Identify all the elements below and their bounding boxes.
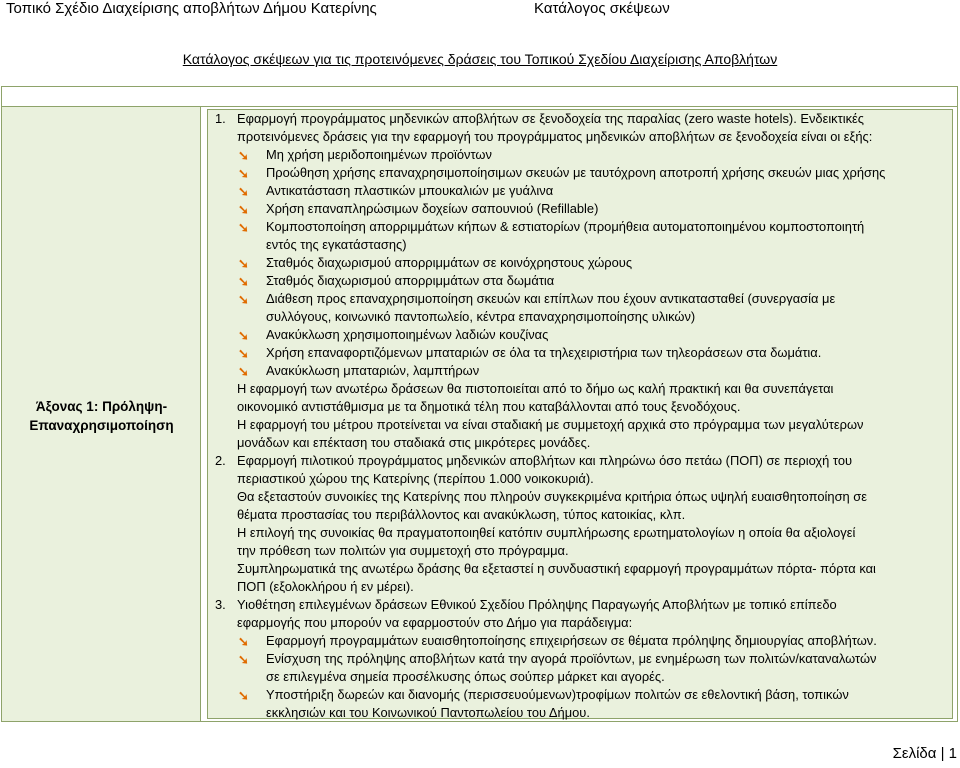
item2-line: Συμπληρωματικά της ανωτέρω δράσης θα εξεταστεί η συνδυαστική εφαρμογή προγραμμάτων πόρτα- πόρτα και	[237, 561, 876, 576]
item1-paragraph-line: οικονομικό αντιστάθμισμα με τα δημοτικά τέλη που καταβάλλονται από τους ξενοδόχους.	[237, 399, 741, 414]
item1-paragraph-line: Η εφαρμογή των ανωτέρω δράσεων θα πιστοποιείται από το δήμο ως καλή πρακτική και θα συνεπάγεται	[237, 381, 834, 396]
list-item: ➘ Διάθεση προς επαναχρησιμοποίηση σκευών και επίπλων που έχουν αντικατασταθεί (συνεργασία με	[238, 291, 836, 307]
list-item: ➘ Ανακύκλωση μπαταριών, λαμπτήρων	[238, 363, 480, 379]
item1-intro-line1: 1. Εφαρμογή προγράμματος μηδενικών αποβλήτων σε ξενοδοχεία της παραλίας (zero waste hotels). Ενδεικτικές	[215, 111, 864, 126]
list-item: ➘ Μη χρήση μεριδοποιημένων προϊόντων	[238, 147, 492, 163]
list-item-continuation: εντός της εγκατάστασης)	[266, 237, 407, 252]
item3-number: 3.	[215, 597, 226, 612]
item2-number: 2.	[215, 453, 226, 468]
arrow-bullet-icon: ➘	[238, 256, 249, 271]
arrow-bullet-icon: ➘	[238, 274, 249, 289]
header-document-title: Τοπικό Σχέδιο Διαχείρισης αποβλήτων Δήμου Κατερίνης	[6, 0, 377, 17]
arrow-bullet-icon: ➘	[238, 148, 249, 163]
header-section-title: Κατάλογος σκέψεων	[534, 0, 670, 17]
list-item: ➘ Προώθηση χρήσης επαναχρησιμοποίησιμων σκευών με ταυτόχρονη αποτροπή χρήσης σκευών μιας χρήσης	[238, 165, 886, 181]
list-item: ➘ Χρήση επαναφορτιζόμενων μπαταριών σε όλα τα τηλεχειριστήρια των τηλεοράσεων στα δωμάτια.	[238, 345, 822, 361]
list-item: ➘ Ανακύκλωση χρησιμοποιημένων λαδιών κουζίνας	[238, 327, 549, 343]
item3-intro-line2: εφαρμογής που μπορούν να εφαρμοστούν στο Δήμο για παράδειγμα:	[237, 615, 633, 630]
item2-line: την πρόθεση των πολιτών για συμμετοχή στο πρόγραμμα.	[237, 543, 569, 558]
arrow-bullet-icon: ➘	[238, 220, 249, 235]
page-number: Σελίδα | 1	[892, 745, 957, 762]
arrow-bullet-icon: ➘	[238, 202, 249, 217]
list-item: ➘ Αντικατάσταση πλαστικών μπουκαλιών με γυάλινα	[238, 183, 554, 199]
item1-paragraph-line: Η εφαρμογή του μέτρου προτείνεται να είναι σταδιακή με συμμετοχή αρχικά στο πρόγραμμα των μεγαλύτερων	[237, 417, 864, 432]
arrow-bullet-icon: ➘	[238, 166, 249, 181]
arrow-bullet-icon: ➘	[238, 346, 249, 361]
axis-label	[2, 397, 201, 435]
list-item-continuation: συλλόγους, κοινωνικό παντοπωλείο, κέντρα επαναχρησιμοποίησης υλικών)	[266, 309, 696, 324]
arrow-bullet-icon: ➘	[238, 652, 249, 667]
list-item: ➘ Υποστήριξη δωρεών και διανομής (περισσευούμενων)τροφίμων πολιτών σε εθελοντική βάση, τοπικών	[238, 687, 849, 703]
item2-line: Θα εξεταστούν συνοικίες της Κατερίνης που πληρούν συγκεκριμένα κριτήρια όπως υψηλή ευαισθητοποίηση σε	[237, 489, 867, 504]
actions-content	[215, 110, 920, 722]
page-subtitle: Κατάλογος σκέψεων για τις προτεινόμενες δράσεις του Τοπικού Σχεδίου Διαχείρισης Αποβλήτων	[182, 51, 778, 67]
item2-line: Η επιλογή της συνοικίας θα πραγματοποιηθεί κατόπιν συμπλήρωσης ερωτηματολογίων η οποία θα αξιολογεί	[237, 525, 856, 540]
axis-cell	[2, 107, 201, 721]
table-header-row	[1, 86, 958, 107]
list-item-continuation: εκκλησιών και του Κοινωνικού Παντοπωλείου του Δήμου.	[266, 705, 590, 720]
list-item: ➘ Χρήση επαναπληρώσιμων δοχείων σαπουνιού (Refillable)	[238, 201, 599, 217]
axis-label-line1: Άξονας 1: Πρόληψη-	[35, 399, 168, 414]
item2-line: 2. Εφαρμογή πιλοτικού προγράμματος μηδενικών αποβλήτων και πληρώνω όσο πετάω (ΠΟΠ) σε περιοχή του	[215, 453, 853, 468]
arrow-bullet-icon: ➘	[238, 292, 249, 307]
arrow-bullet-icon: ➘	[238, 328, 249, 343]
item3-intro-line1: 3. Υιοθέτηση επιλεγμένων δράσεων Εθνικού Σχεδίου Πρόληψης Παραγωγής Αποβλήτων με τοπικό επίπεδο	[215, 597, 837, 612]
item1-paragraph-line: μονάδων και επέκταση του σταδιακά στις μικρότερες μονάδες.	[237, 435, 591, 450]
list-item: ➘ Κομποστοποίηση απορριμμάτων κήπων & εστιατορίων (προμήθεια αυτοματοποιημένου κομποστοποιητή	[238, 219, 865, 235]
list-item: ➘ Σταθμός διαχωρισμού απορριμμάτων στα δωμάτια	[238, 273, 555, 289]
item1-intro-line2: προτεινόμενες δράσεις για την εφαρμογή του προγράμματος μηδενικών αποβλήτων σε ξενοδοχεία είναι οι εξής:	[237, 129, 873, 144]
list-item: ➘ Ενίσχυση της πρόληψης αποβλήτων κατά την αγορά προϊόντων, με ενημέρωση των πολιτών/καταναλωτών	[238, 651, 877, 667]
list-item-continuation: σε επιλεγμένα σημεία προσέλκυσης όπως σούπερ μάρκετ και αγορές.	[266, 669, 665, 684]
list-item: ➘ Εφαρμογή προγραμμάτων ευαισθητοποίησης επιχειρήσεων σε θέματα πρόληψης δημιουργίας αποβλήτων.	[238, 633, 877, 649]
item1-number: 1.	[215, 111, 226, 126]
item2-line: περιαστικού χώρου της Κατερίνης (περίπου 1.000 νοικοκυριά).	[237, 471, 594, 486]
list-item: ➘ Σταθμός διαχωρισμού απορριμμάτων σε κοινόχρηστους χώρους	[238, 255, 633, 271]
item2-line: ΠΟΠ (εξολοκλήρου ή εν μέρει).	[237, 579, 414, 594]
arrow-bullet-icon: ➘	[238, 688, 249, 703]
arrow-bullet-icon: ➘	[238, 184, 249, 199]
arrow-bullet-icon: ➘	[238, 634, 249, 649]
item2-line: θέματα προστασίας του περιβάλλοντος και ανακύκλωση, τύπος κατοικίας, κλπ.	[237, 507, 686, 522]
axis-label-line2: Επαναχρησιμοποίηση	[29, 418, 174, 433]
arrow-bullet-icon: ➘	[238, 364, 249, 379]
